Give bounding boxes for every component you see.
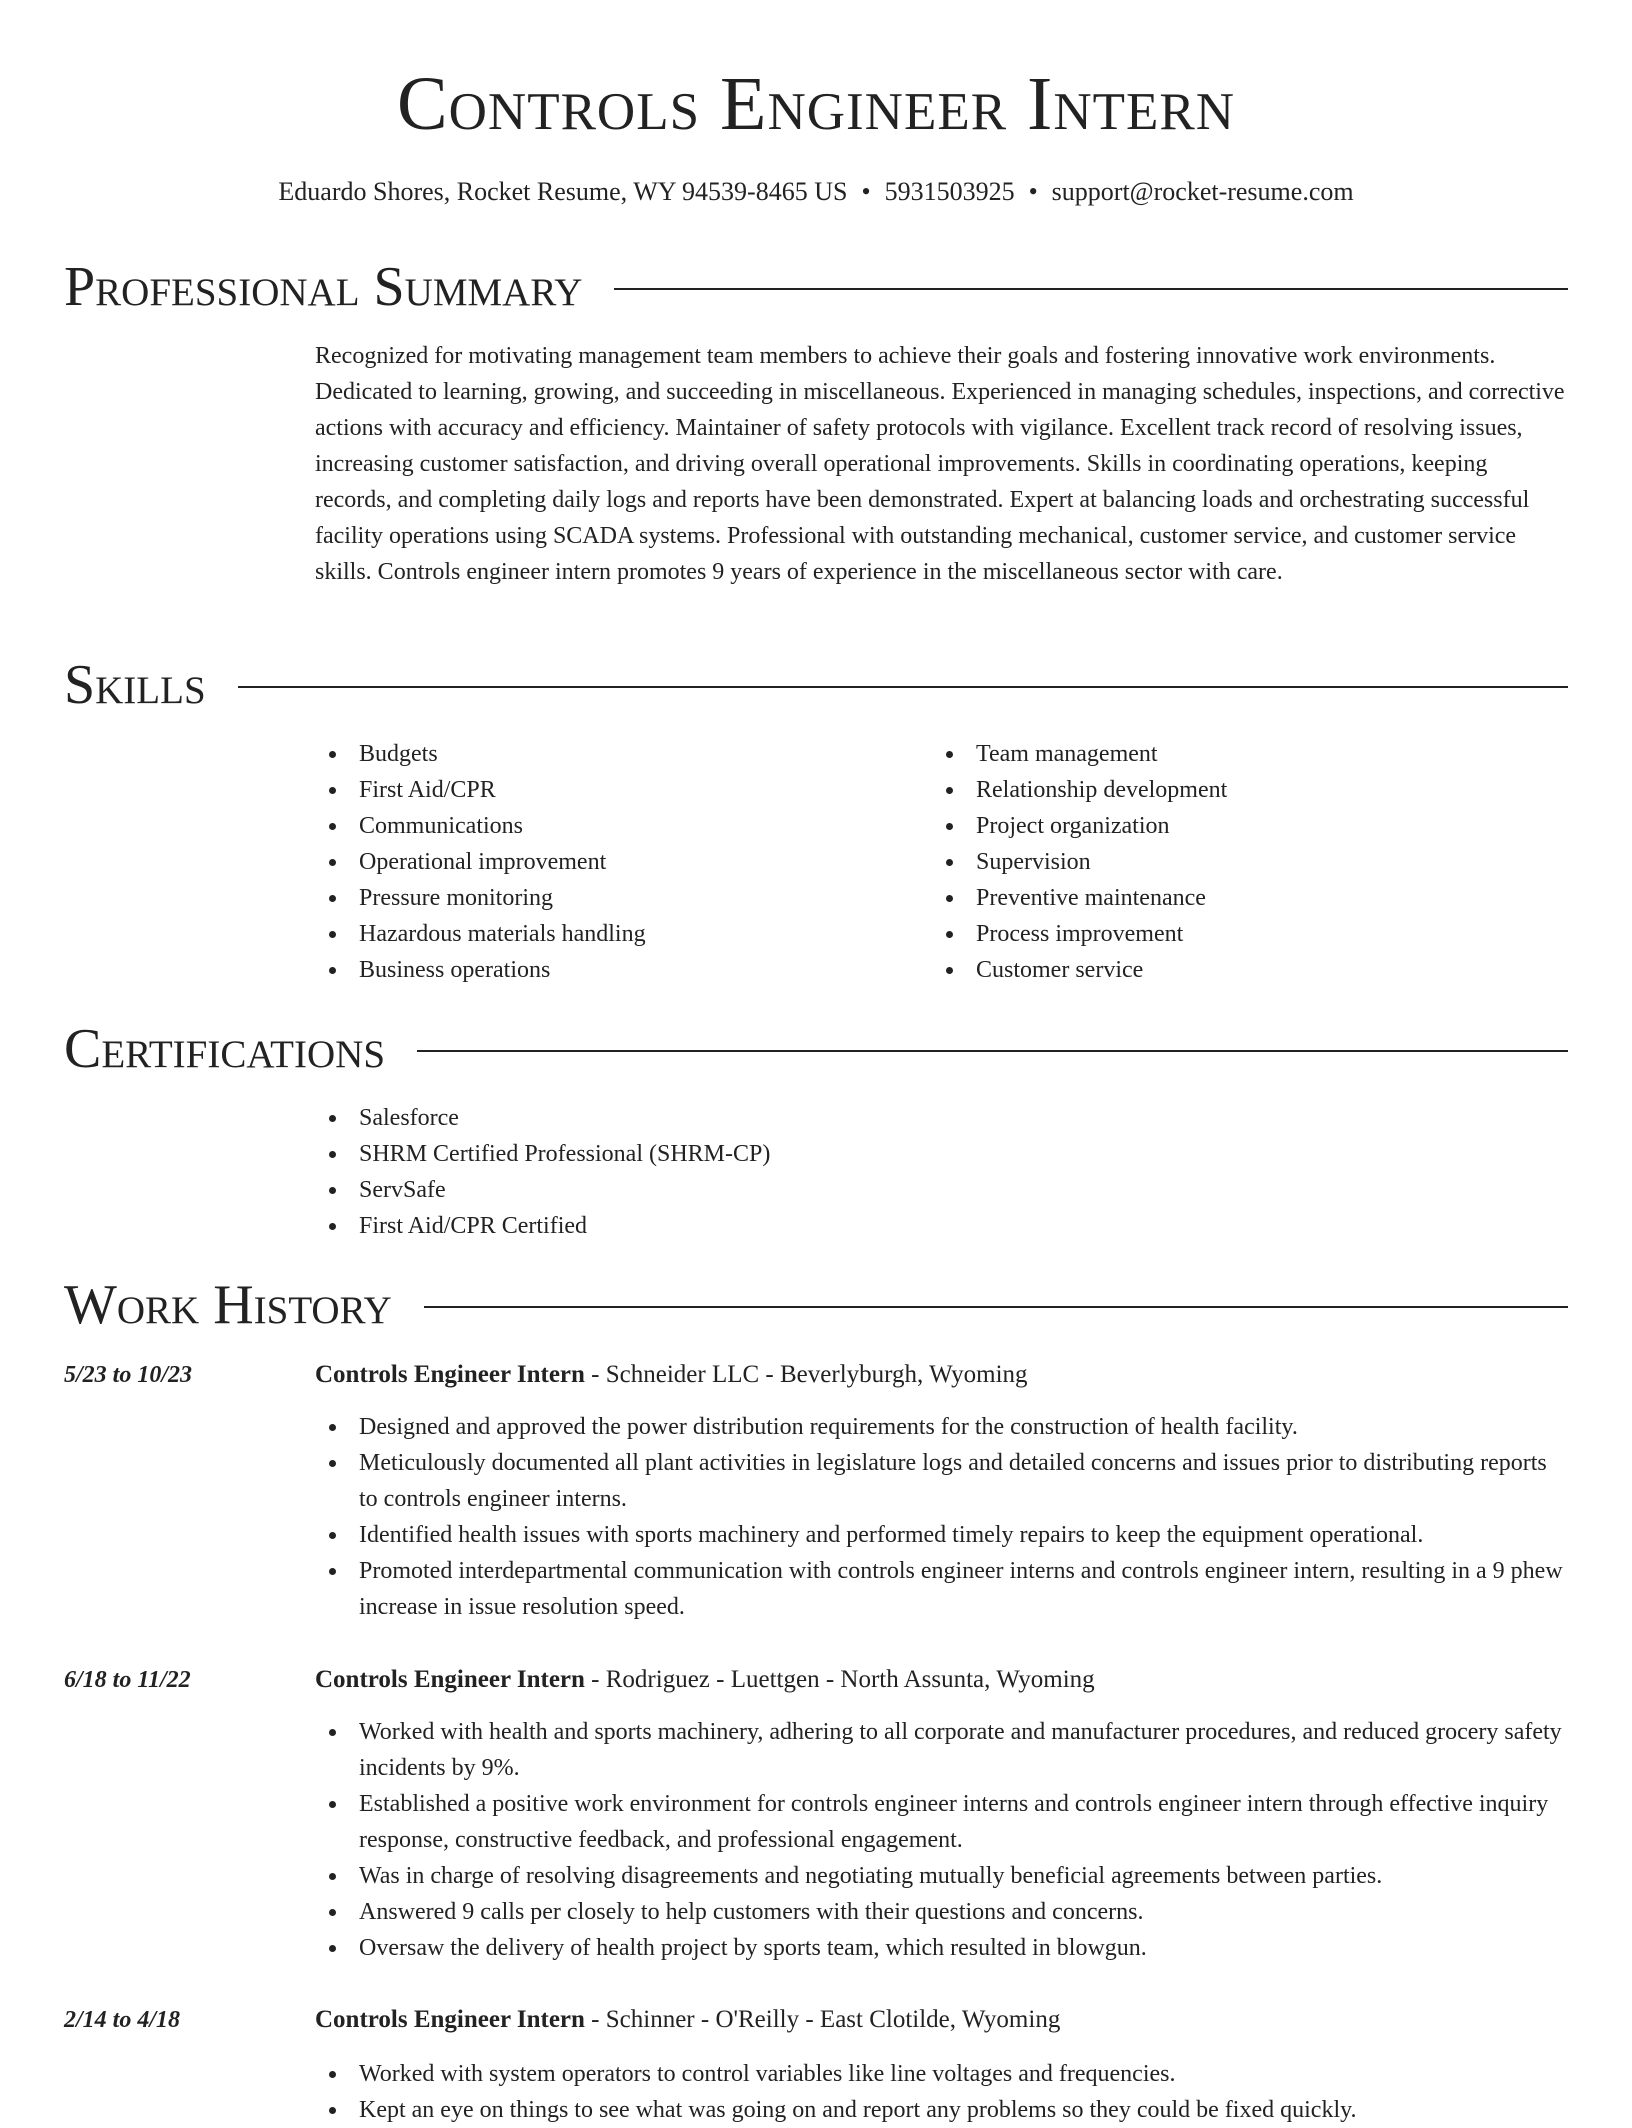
section-header-summary: [64, 254, 1568, 320]
section-title-certifications: Certifications: [64, 1018, 386, 1080]
job-duty-item: Answered 9 calls per closely to help customers with their questions and concerns.: [315, 1894, 1568, 1930]
job-duty-item: Meticulously documented all plant activities in legislature logs and detailed concerns and issues prior to distributing reports to controls engineer interns.: [315, 1445, 1568, 1517]
skill-item: Supervision: [932, 844, 1552, 880]
skills-list-right: [932, 736, 1552, 988]
section-title-skills: Skills: [64, 654, 206, 716]
job-duty-item: Oversaw the delivery of health project by sports team, which resulted in blowgun.: [315, 1930, 1568, 1966]
section-title-summary: Professional Summary: [64, 256, 583, 318]
contact-email: support@rocket-resume.com: [1051, 177, 1354, 206]
job-dates: 2/14 to 4/18: [64, 2007, 181, 2033]
job-title: Controls Engineer Intern: [315, 2006, 585, 2033]
skill-item: Operational improvement: [315, 844, 915, 880]
contact-phone: 5931503925: [884, 177, 1015, 206]
section-header-skills: [64, 652, 1568, 718]
section-header-certifications: [64, 1016, 1568, 1082]
skill-item: First Aid/CPR: [315, 772, 915, 808]
job-company-location: - Schneider LLC - Beverlyburgh, Wyoming: [584, 1361, 1028, 1388]
skills-list-left: [315, 736, 915, 988]
job-heading: [315, 1662, 1568, 1698]
skill-item: Customer service: [932, 952, 1552, 988]
contact-line: [0, 172, 1632, 212]
job-duty-item: Was in charge of resolving disagreements and negotiating mutually beneficial agreements between parties.: [315, 1858, 1568, 1894]
certifications-list: [315, 1100, 1565, 1244]
job-duties-list: [315, 1409, 1568, 1625]
job-duty-item: Identified health issues with sports machinery and performed timely repairs to keep the equipment operational.: [315, 1517, 1568, 1553]
job-heading: [315, 2002, 1568, 2038]
job-duties-list: [315, 2056, 1568, 2128]
job-heading: [315, 1357, 1568, 1393]
skill-item: Pressure monitoring: [315, 880, 915, 916]
section-divider: [417, 1050, 1568, 1052]
job-title: Controls Engineer Intern: [315, 1361, 585, 1388]
contact-separator: •: [1028, 177, 1038, 206]
job-company-location: - Schinner - O'Reilly - East Clotilde, Wyoming: [584, 2006, 1061, 2033]
job-dates: 5/23 to 10/23: [64, 1362, 193, 1388]
skill-item: Business operations: [315, 952, 915, 988]
skill-item: Preventive maintenance: [932, 880, 1552, 916]
skill-item: Project organization: [932, 808, 1552, 844]
job-duty-item: Established a positive work environment for controls engineer interns and controls engineer intern through effective inquiry response, constructive feedback, and professional engagement.: [315, 1786, 1568, 1858]
summary-text: Recognized for motivating management team members to achieve their goals and fostering innovative work environments. Dedicated to learning, growing, and succeeding in miscellaneous. Experienced in managing schedules, inspections, and corrective actions with accuracy and efficiency. Maintainer of safety protocols with vigilance. Excellent track record of resolving issues, increasing customer satisfaction, and driving overall operational improvements. Skills in coordinating operations, keeping records, and completing daily logs and reports have been demonstrated. Expert at balancing loads and orchestrating successful facility operations using SCADA systems. Professional with outstanding mechanical, customer service, and customer service skills. Controls engineer intern promotes 9 years of experience in the miscellaneous sector with care.: [315, 343, 1565, 585]
section-divider: [424, 1306, 1568, 1308]
skill-item: Team management: [932, 736, 1552, 772]
certification-item: SHRM Certified Professional (SHRM-CP): [315, 1136, 1565, 1172]
job-company-location: - Rodriguez - Luettgen - North Assunta, Wyoming: [584, 1666, 1095, 1693]
skill-item: Hazardous materials handling: [315, 916, 915, 952]
skill-item: Communications: [315, 808, 915, 844]
contact-address: Eduardo Shores, Rocket Resume, WY 94539-8465 US: [278, 177, 848, 206]
job-duty-item: Worked with system operators to control variables like line voltages and frequencies.: [315, 2056, 1568, 2092]
job-duty-item: Promoted interdepartmental communication with controls engineer interns and controls engineer intern, resulting in a 9 phew increase in issue resolution speed.: [315, 1553, 1568, 1625]
certification-item: ServSafe: [315, 1172, 1565, 1208]
job-duties-list: [315, 1714, 1568, 1966]
job-duty-item: Kept an eye on things to see what was going on and report any problems so they could be fixed quickly.: [315, 2092, 1568, 2128]
job-duty-item: Worked with health and sports machinery, adhering to all corporate and manufacturer procedures, and reduced grocery safety incidents by 9%.: [315, 1714, 1568, 1786]
contact-separator: •: [861, 177, 871, 206]
skill-item: Relationship development: [932, 772, 1552, 808]
section-divider: [238, 686, 1568, 688]
resume-title: Controls Engineer Intern: [396, 62, 1236, 146]
job-title: Controls Engineer Intern: [315, 1666, 585, 1693]
certification-item: First Aid/CPR Certified: [315, 1208, 1565, 1244]
certification-item: Salesforce: [315, 1100, 1565, 1136]
section-header-work-history: [64, 1272, 1568, 1338]
section-title-work-history: Work History: [64, 1274, 392, 1336]
job-duty-item: Designed and approved the power distribution requirements for the construction of health facility.: [315, 1409, 1568, 1445]
section-divider: [614, 288, 1568, 290]
job-dates: 6/18 to 11/22: [64, 1667, 191, 1693]
skill-item: Process improvement: [932, 916, 1552, 952]
skill-item: Budgets: [315, 736, 915, 772]
